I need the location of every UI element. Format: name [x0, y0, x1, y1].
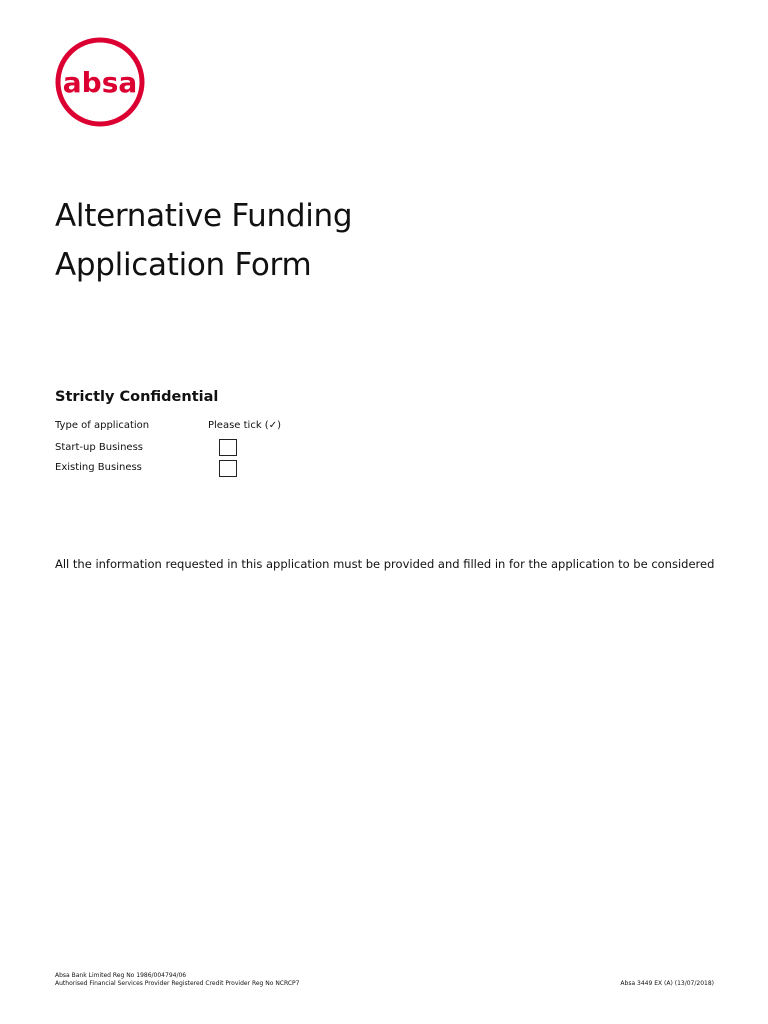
- type-of-application-label: Type of application: [55, 420, 150, 431]
- footer-registration: Absa Bank Limited Reg No 1986/004794/06: [55, 972, 187, 979]
- document-title: [55, 192, 352, 290]
- option-startup-label: Start-up Business: [55, 442, 143, 453]
- absa-logo: [52, 37, 148, 127]
- title-line-2: Application Form: [55, 247, 312, 283]
- title-line-1: Alternative Funding: [55, 198, 353, 234]
- confidential-heading: Strictly Confidential: [55, 389, 219, 405]
- logo-text: absa: [62, 66, 138, 99]
- requirements-notice: All the information requested in this application must be provided and filled in for the application to be considered: [55, 557, 715, 571]
- startup-business-checkbox[interactable]: [219, 439, 237, 456]
- existing-business-checkbox[interactable]: [219, 460, 237, 477]
- absa-logo-icon: [52, 37, 148, 127]
- footer-fsp: Authorised Financial Services Provider Registered Credit Provider Reg No NCRCP7: [55, 980, 300, 987]
- footer-form-code: Absa 3449 EX (A) (13/07/2018): [620, 980, 714, 987]
- option-existing-label: Existing Business: [55, 462, 142, 473]
- please-tick-label: Please tick (✓): [208, 420, 281, 431]
